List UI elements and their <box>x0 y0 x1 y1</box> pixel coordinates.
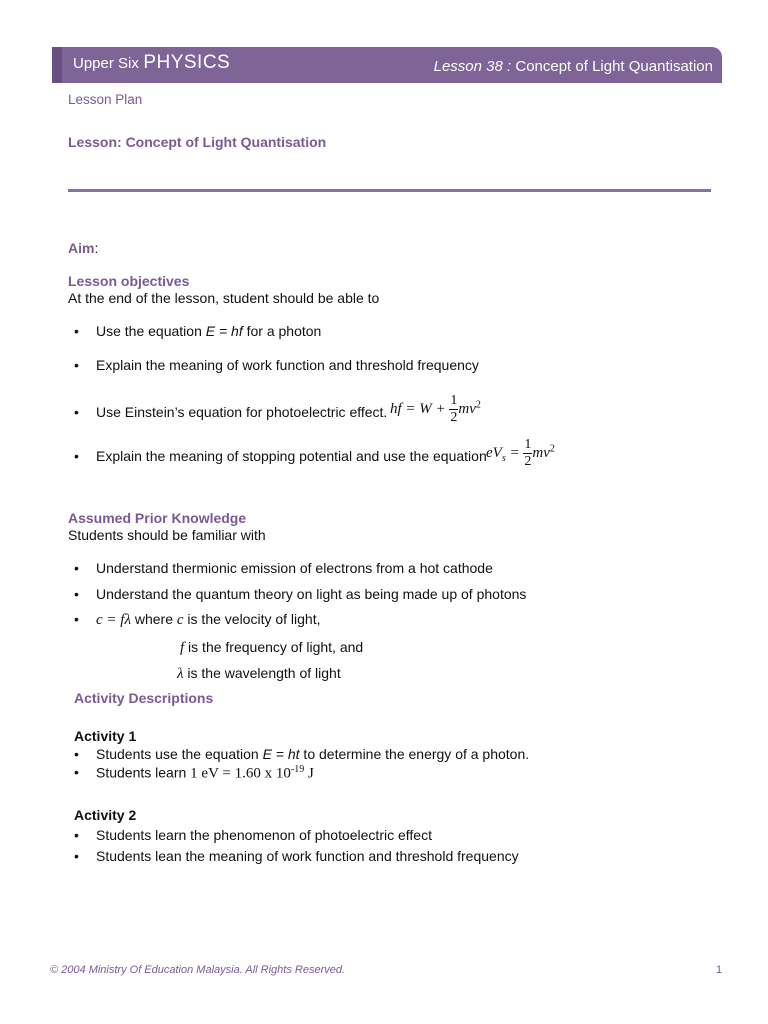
aim-label: Aim <box>68 240 95 256</box>
definition-wavelength: λ is the wavelength of light <box>177 665 341 682</box>
header-accent <box>52 47 62 83</box>
lesson-title: Lesson: Concept of Light Quantisation <box>68 134 327 150</box>
series-title <box>73 52 230 74</box>
copyright: © 2004 Ministry Of Education Malaysia. All Rights Reserved. <box>50 964 346 976</box>
lesson-name: Concept of Light Quantisation <box>515 58 713 75</box>
series-big: PHYSICS <box>143 52 231 73</box>
objectives-heading: Lesson objectives <box>68 273 190 289</box>
objectives-intro: At the end of the lesson, student should be able to <box>68 290 380 306</box>
header-lesson <box>434 58 713 75</box>
stopping-potential-equation: $eV_s$ = $\frac{1}{2}$ $mv^2$ <box>486 437 555 469</box>
prior-intro: Students should be familiar with <box>68 527 266 543</box>
prior-heading: Assumed Prior Knowledge <box>68 510 247 526</box>
aim-colon: : <box>94 240 99 256</box>
equation: E = ht <box>262 746 300 762</box>
page-number: 1 <box>716 964 723 976</box>
einstein-equation: hf = W + $\frac{1}{2}$ $mv^2$ <box>390 393 481 425</box>
equation: c = fλ <box>96 612 131 628</box>
lesson-number: Lesson 38 : <box>433 58 512 75</box>
series-small: Upper Six <box>73 55 139 72</box>
equation: E = hf <box>205 323 243 339</box>
doc-type: Lesson Plan <box>68 92 143 107</box>
activities-heading: Activity Descriptions <box>74 690 214 706</box>
activity-1-title: Activity 1 <box>74 728 137 744</box>
aim <box>68 240 98 258</box>
activity-2-title: Activity 2 <box>74 807 137 823</box>
divider <box>68 189 711 192</box>
definition-frequency: f is the frequency of light, and <box>180 639 364 656</box>
